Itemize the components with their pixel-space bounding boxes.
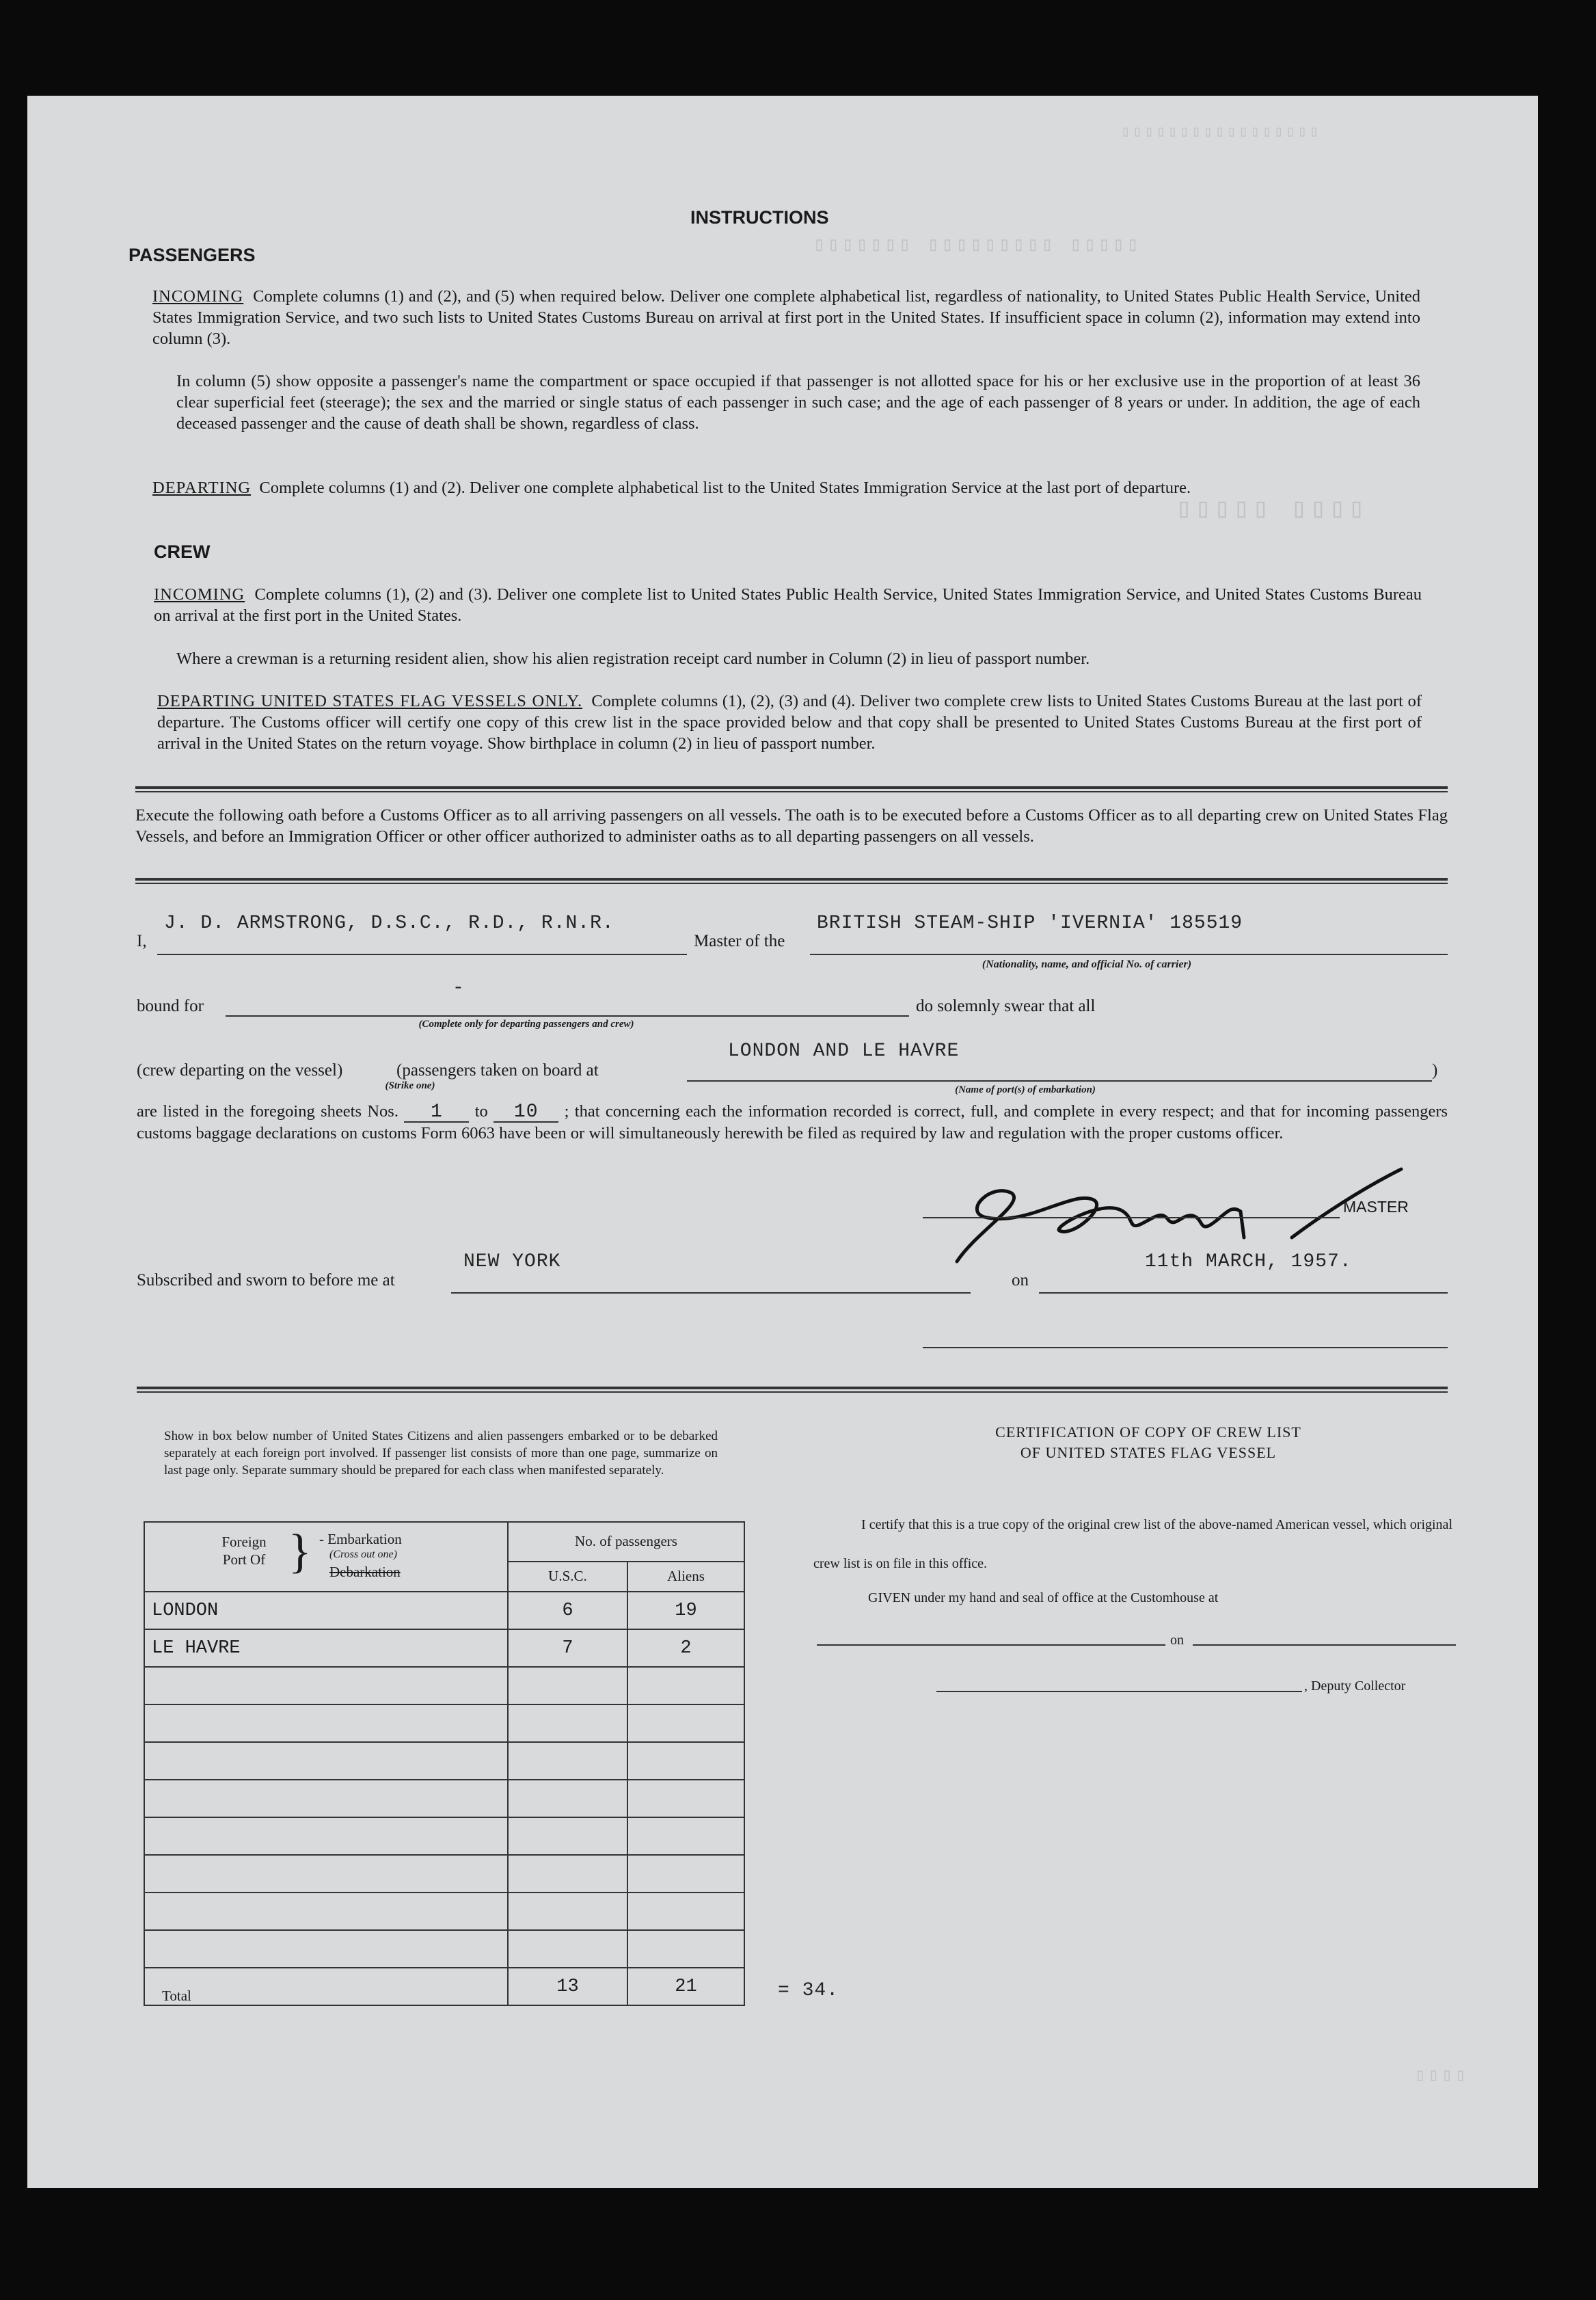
sworn-on-label: on bbox=[1012, 1271, 1029, 1289]
document-page bbox=[27, 96, 1538, 2188]
passengers-incoming-paragraph bbox=[152, 286, 1420, 349]
usc-cell bbox=[508, 1930, 627, 1968]
usc-header: U.S.C. bbox=[508, 1562, 627, 1592]
grand-total-value: = 34. bbox=[778, 1980, 839, 2001]
foreign-port-label: Foreign Port Of bbox=[221, 1534, 267, 1568]
aliens-cell: 19 bbox=[627, 1592, 744, 1629]
embarkation-label: - Embarkation bbox=[319, 1531, 402, 1547]
ports-caption: (Name of port(s) of embarkation) bbox=[955, 1084, 1096, 1095]
port-cell: LE HAVRE bbox=[144, 1629, 508, 1667]
to-label: to bbox=[474, 1102, 488, 1121]
table-row bbox=[144, 1704, 744, 1742]
port-brace: } bbox=[288, 1525, 312, 1578]
certification-title-line1: CERTIFICATION OF COPY OF CREW LIST bbox=[995, 1423, 1301, 1441]
aliens-cell bbox=[627, 1780, 744, 1817]
aliens-cell: 2 bbox=[627, 1629, 744, 1667]
port-cell bbox=[144, 1704, 508, 1742]
passenger-summary-table bbox=[144, 1521, 745, 2006]
aliens-cell bbox=[627, 1930, 744, 1968]
table-row bbox=[144, 1592, 744, 1629]
total-usc-cell: 13 bbox=[508, 1968, 627, 2005]
passengers-incoming-text: Complete columns (1) and (2), and (5) when required below. Deliver one complete alphabetical list, regardless of nationality, to United States Public Health Service, United States Immigration Service, and two such lists to United States Customs Bureau on arrival at first port in the United States. If insufficient space in column (2), information may extend into column (3). bbox=[152, 287, 1421, 348]
passengers-heading: PASSENGERS bbox=[129, 245, 256, 265]
table-header-row bbox=[144, 1522, 744, 1562]
listed-paragraph bbox=[137, 1101, 1448, 1145]
departing-label: DEPARTING bbox=[152, 479, 252, 497]
oath-intro-text: Execute the following oath before a Customs Officer as to all arriving passengers on all vessels. The oath is to be executed before a Customs Officer as to all departing crew on United States Flag Vessels, and before an Immigration Officer or other officer authorized to administer oaths as to all departing passengers on all vessels. bbox=[135, 806, 1448, 846]
bleed-through-ghost-text: ▯▯▯▯▯ ▯▯▯▯ bbox=[1176, 495, 1368, 526]
usc-cell: 7 bbox=[508, 1629, 627, 1667]
master-name-line bbox=[157, 954, 687, 955]
deputy-collector-label: , Deputy Collector bbox=[1304, 1679, 1406, 1694]
bound-for-value: - bbox=[452, 978, 465, 999]
vessel-caption: (Nationality, name, and official No. of carrier) bbox=[982, 959, 1192, 970]
port-cell: LONDON bbox=[144, 1592, 508, 1629]
summary-instruction bbox=[164, 1428, 718, 1479]
section-divider bbox=[135, 878, 1448, 884]
usc-cell bbox=[508, 1704, 627, 1742]
sheet-from-value: 1 bbox=[404, 1104, 469, 1123]
crewman-text: Where a crewman is a returning resident alien, show his alien registration receipt card number in Column (2) in lieu of passport number. bbox=[176, 650, 1090, 668]
incoming-label: INCOMING bbox=[152, 287, 244, 306]
port-cell bbox=[144, 1667, 508, 1704]
master-label: MASTER bbox=[1343, 1198, 1409, 1216]
sworn-place-value: NEW YORK bbox=[463, 1251, 561, 1272]
summary-instruction-text: Show in box below number of United States Citizens and alien passengers embarked or to be debarked separately at each foreign port involved. If passenger list consists of more than one page, summarize on last page only. Separate summary should be prepared for each class when manifested separately. bbox=[164, 1429, 718, 1477]
usc-cell bbox=[508, 1817, 627, 1855]
bleed-through-ghost-text: ▯▯▯▯▯▯▯ ▯▯▯▯▯▯▯▯▯ ▯▯▯▯▯ bbox=[813, 235, 1141, 256]
aliens-cell bbox=[627, 1742, 744, 1780]
crewman-paragraph bbox=[176, 648, 1420, 669]
given-text: GIVEN under my hand and seal of office at the Customhouse at bbox=[868, 1590, 1219, 1605]
bound-for-label: bound for bbox=[137, 997, 204, 1015]
officer-signature-line bbox=[923, 1347, 1448, 1348]
passengers-departing-paragraph bbox=[152, 477, 1420, 498]
bleed-through-ghost-text: ▯▯▯▯ bbox=[1415, 2065, 1469, 2086]
ports-line bbox=[687, 1080, 1432, 1082]
table-row bbox=[144, 1780, 744, 1817]
port-cell bbox=[144, 1930, 508, 1968]
aliens-cell bbox=[627, 1817, 744, 1855]
total-aliens-cell: 21 bbox=[627, 1968, 744, 2005]
aliens-cell bbox=[627, 1855, 744, 1893]
usc-cell bbox=[508, 1780, 627, 1817]
certify-paragraph bbox=[813, 1506, 1452, 1583]
oath-i-label: I, bbox=[137, 932, 147, 950]
deputy-collector-line bbox=[936, 1691, 1302, 1692]
debarkation-label: Debarkation bbox=[329, 1564, 401, 1580]
given-date-line bbox=[1193, 1644, 1456, 1646]
aliens-header: Aliens bbox=[627, 1562, 744, 1592]
no-passengers-header: No. of passengers bbox=[508, 1522, 744, 1562]
usc-cell bbox=[508, 1667, 627, 1704]
sworn-date-value: 11th MARCH, 1957. bbox=[1145, 1251, 1352, 1272]
crew-incoming-paragraph bbox=[154, 584, 1422, 626]
certification-title bbox=[889, 1422, 1408, 1463]
usc-cell bbox=[508, 1855, 627, 1893]
usc-cell: 6 bbox=[508, 1592, 627, 1629]
total-label-cell: Total bbox=[144, 1968, 508, 2005]
sheet-to-value: 10 bbox=[493, 1104, 558, 1123]
bound-for-caption: (Complete only for departing passengers and crew) bbox=[418, 1019, 634, 1030]
aliens-cell bbox=[627, 1893, 744, 1930]
column5-text: In column (5) show opposite a passenger's name the compartment or space occupied if that passenger is not allotted space for his or her exclusive use in the proportion of at least 36 clear superficial feet (steerage); the sex and the married or single status of each passenger in such case; and the age of each passenger of 8 years or under. In addition, the age of each deceased passenger and the cause of death shall be shown, regardless of class. bbox=[176, 372, 1420, 433]
section-divider bbox=[135, 786, 1448, 792]
certify-text: I certify that this is a true copy of the original crew list of the above-named American vessel, which original crew list is on file in this office. bbox=[813, 1517, 1452, 1571]
port-cell bbox=[144, 1780, 508, 1817]
vessel-value: BRITISH STEAM-SHIP 'IVERNIA' 185519 bbox=[817, 913, 1243, 934]
usc-cell bbox=[508, 1742, 627, 1780]
column5-paragraph bbox=[176, 371, 1420, 434]
departing-flag-paragraph bbox=[157, 691, 1422, 754]
departing-flag-text: Complete columns (1), (2), (3) and (4). Deliver two complete crew lists to United States Customs Bureau at the last port of departure. The Customs officer will certify one copy of this crew list in the space provided below and that copy shall be presented to United States Customs Bureau at the first port of arrival in the United States on the return voyage. Show birthplace in column (2) in lieu of passport number. bbox=[157, 692, 1422, 753]
ports-value: LONDON AND LE HAVRE bbox=[728, 1041, 960, 1062]
port-cell bbox=[144, 1893, 508, 1930]
sworn-date-line bbox=[1039, 1292, 1448, 1294]
table-row bbox=[144, 1855, 744, 1893]
port-cell bbox=[144, 1855, 508, 1893]
master-signature-line bbox=[923, 1217, 1340, 1218]
total-row bbox=[144, 1968, 744, 2005]
aliens-cell bbox=[627, 1667, 744, 1704]
oath-intro-paragraph bbox=[135, 805, 1448, 847]
aliens-cell bbox=[627, 1704, 744, 1742]
port-cell bbox=[144, 1817, 508, 1855]
crew-departing-label: (crew departing on the vessel) bbox=[137, 1061, 343, 1080]
sworn-place-line bbox=[451, 1292, 971, 1294]
port-header-cell bbox=[144, 1522, 508, 1592]
bleed-through-ghost-text: ▯▯▯▯▯▯▯▯▯▯▯▯▯▯▯▯▯ bbox=[1121, 124, 1322, 141]
table-row bbox=[144, 1930, 744, 1968]
section-divider bbox=[137, 1387, 1448, 1393]
table-row bbox=[144, 1667, 744, 1704]
cross-out-label: (Cross out one) bbox=[329, 1549, 397, 1560]
listed-label: are listed in the foregoing sheets Nos. bbox=[137, 1102, 398, 1121]
master-of-label: Master of the bbox=[694, 932, 785, 950]
table-row bbox=[144, 1817, 744, 1855]
listed-text-rest: ; that concerning each the information recorded is correct, full, and complete in every respect; and that for incoming passengers customs baggage declarations on customs Form 6063 have been or will simultaneously herewith be filed as required by law and regulation with the proper customs officer. bbox=[137, 1102, 1448, 1142]
departing-flag-label: DEPARTING UNITED STATES FLAG VESSELS ONLY. bbox=[157, 692, 583, 710]
instructions-title: INSTRUCTIONS bbox=[690, 207, 829, 228]
crew-heading: CREW bbox=[154, 541, 211, 562]
given-place-line bbox=[817, 1644, 1165, 1646]
passengers-departing-text: Complete columns (1) and (2). Deliver one complete alphabetical list to the United States Immigration Service at the last port of departure. bbox=[259, 479, 1191, 497]
vessel-line bbox=[810, 954, 1448, 955]
ports-close-paren: ) bbox=[1432, 1061, 1438, 1080]
bound-for-line bbox=[226, 1015, 909, 1017]
certification-title-line2: OF UNITED STATES FLAG VESSEL bbox=[1020, 1444, 1277, 1461]
table-row bbox=[144, 1893, 744, 1930]
usc-cell bbox=[508, 1893, 627, 1930]
port-cell bbox=[144, 1742, 508, 1780]
table-row bbox=[144, 1629, 744, 1667]
table-row bbox=[144, 1742, 744, 1780]
cert-on-label: on bbox=[1170, 1633, 1184, 1648]
strike-one-caption: (Strike one) bbox=[385, 1080, 435, 1091]
subscribed-label: Subscribed and sworn to before me at bbox=[137, 1271, 395, 1289]
passengers-taken-label: (passengers taken on board at bbox=[396, 1061, 599, 1080]
crew-incoming-label: INCOMING bbox=[154, 585, 245, 604]
swear-label: do solemnly swear that all bbox=[916, 997, 1096, 1015]
crew-incoming-text: Complete columns (1), (2) and (3). Deliver one complete list to United States Public Health Service, United States Immigration Service, and United States Customs Bureau on arrival at the first port in the United States. bbox=[154, 585, 1422, 625]
master-name-value: J. D. ARMSTRONG, D.S.C., R.D., R.N.R. bbox=[164, 913, 614, 934]
